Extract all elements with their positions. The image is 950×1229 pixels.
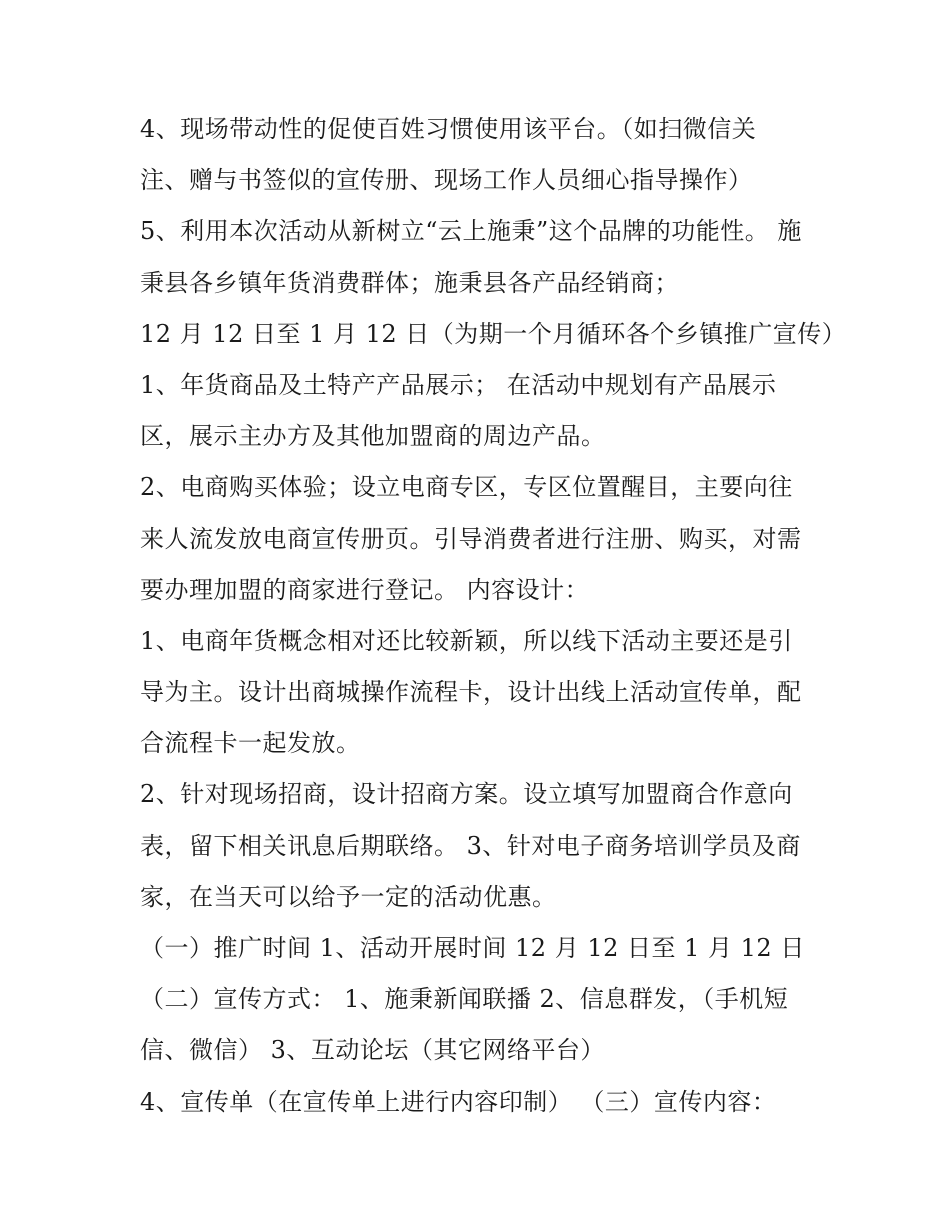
text-line: （二）宣传方式： 1、施秉新闻联播 2、信息群发，（手机短: [140, 985, 789, 1014]
text-line: 表，留下相关讯息后期联络。 3、针对电子商务培训学员及商: [140, 831, 801, 860]
text-line: 5、利用本次活动从新树立“云上施秉”这个品牌的功能性。 施: [140, 217, 802, 246]
document-body: [140, 104, 847, 1128]
text-line: 1、年货商品及土特产产品展示； 在活动中规划有产品展示: [140, 370, 777, 399]
text-line: 4、现场带动性的促使百姓习惯使用该平台。（如扫微信关: [140, 115, 757, 143]
text-line: 1、电商年货概念相对还比较新颖，所以线下活动主要还是引: [140, 626, 793, 655]
text-line: 要办理加盟的商家进行登记。 内容设计：: [140, 575, 590, 604]
text-line: 2、电商购买体验；设立电商专区，专区位置醒目，主要向往: [140, 473, 793, 502]
text-line: 秉县各乡镇年货消费群体；施秉县各产品经销商；: [140, 268, 679, 297]
text-line: 4、宣传单（在宣传单上进行内容印制） （三）宣传内容：: [140, 1087, 777, 1116]
text-line: 2、针对现场招商，设计招商方案。设立填写加盟商合作意向: [140, 780, 793, 809]
text-line: 信、微信） 3、互动论坛（其它网络平台）: [140, 1036, 605, 1065]
text-line: 12 月 12 日至 1 月 12 日（为期一个月循环各个乡镇推广宣传）: [140, 319, 847, 348]
text-line: 注、赠与书签似的宣传册、现场工作人员细心指导操作）: [140, 166, 753, 195]
text-line: （一）推广时间 1、活动开展时间 12 月 12 日至 1 月 12 日: [140, 934, 805, 962]
text-line: 区，展示主办方及其他加盟商的周边产品。: [140, 422, 606, 451]
text-line: 合流程卡一起发放。: [140, 729, 361, 758]
text-line: 导为主。设计出商城操作流程卡，设计出线上活动宣传单，配: [140, 678, 802, 707]
text-line: 家，在当天可以给予一定的活动优惠。: [140, 882, 557, 911]
text-line: 来人流发放电商宣传册页。引导消费者进行注册、购买，对需: [140, 524, 802, 553]
